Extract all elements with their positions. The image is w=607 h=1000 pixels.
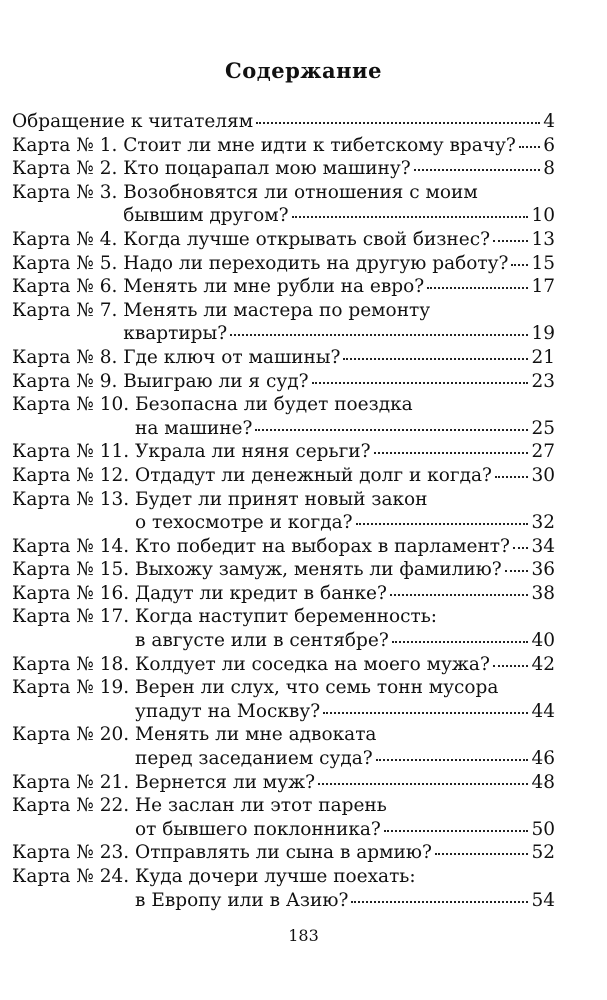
toc-entry[interactable] [12, 181, 555, 228]
toc-title-line [135, 464, 555, 488]
toc-entry-title [135, 676, 555, 723]
toc-entry-title [135, 488, 555, 535]
toc-card-label: Карта № 15. [12, 559, 136, 581]
toc-card-label: Карта № 1. [12, 134, 124, 156]
toc-page-number: 48 [531, 771, 555, 793]
toc-card-label: Карта № 13. [12, 488, 136, 510]
toc-entry-title [135, 794, 555, 841]
toc-entry[interactable] [12, 440, 555, 464]
toc-page-number: 27 [531, 441, 555, 463]
toc-title-text: в августе или в сентябре? [135, 630, 389, 652]
toc-title-text: Менять ли мне рубли на евро? [123, 276, 425, 298]
toc-entry-title [135, 841, 555, 865]
toc-page-number: 25 [531, 417, 555, 439]
dot-leader [493, 665, 529, 667]
toc-title-text: Кто поцарапал мою машину? [123, 158, 411, 180]
toc-title-line [123, 228, 555, 252]
toc-title-text: Когда наступит беременность: [135, 606, 438, 628]
dot-leader [255, 429, 528, 431]
toc-title-line [135, 818, 555, 842]
toc-title-line [135, 723, 555, 747]
toc-page-number: 4 [543, 111, 555, 132]
toc-entry[interactable] [12, 841, 555, 865]
dot-leader [390, 594, 529, 596]
toc-title-line [123, 299, 555, 323]
toc-title-line [123, 322, 555, 346]
toc-page-number: 38 [531, 582, 555, 604]
toc-entry[interactable] [12, 723, 555, 770]
toc-title-text: бывшим другом? [123, 205, 289, 227]
toc-card-label: Карта № 6. [12, 276, 124, 298]
dot-leader [427, 287, 528, 289]
toc-entry[interactable] [12, 488, 555, 535]
toc-title-text: Стоит ли мне идти к тибетскому врачу? [123, 134, 516, 156]
toc-title-line [123, 134, 555, 158]
dot-leader [343, 358, 528, 360]
dot-leader [414, 169, 541, 171]
toc-entry[interactable] [12, 582, 555, 606]
toc-page-number: 15 [531, 252, 555, 274]
toc-entry-title [135, 393, 555, 440]
toc-entry[interactable] [12, 228, 555, 252]
dot-leader [493, 240, 528, 242]
toc-entry-title [123, 134, 555, 158]
toc-title-line [123, 181, 555, 205]
toc-entry-title [135, 653, 555, 677]
toc-title-text: Колдует ли соседка на моего мужа? [135, 653, 490, 675]
toc-entry[interactable] [12, 558, 555, 582]
toc-card-label: Карта № 16. [12, 582, 136, 604]
page-number: 183 [288, 926, 319, 945]
toc-title-text: Будет ли принят новый закон [135, 488, 428, 510]
toc-card-label: Карта № 8. [12, 346, 124, 368]
toc-page-number: 50 [531, 818, 555, 840]
toc-entry[interactable] [12, 535, 555, 559]
toc-entry-title [123, 299, 555, 346]
toc-page-number: 54 [531, 889, 555, 911]
toc-entry-title [135, 440, 555, 464]
toc-title-line [135, 841, 555, 865]
dot-leader [376, 759, 529, 761]
toc-entry-title [135, 771, 555, 795]
toc-title-text: Возобновятся ли отношения с моим [123, 181, 478, 203]
toc-title-line [135, 700, 555, 724]
dot-leader [318, 783, 528, 785]
toc-page-number: 42 [531, 653, 555, 675]
toc-title-line [135, 535, 555, 559]
toc-entry[interactable] [12, 605, 555, 652]
toc-page-number: 40 [531, 630, 555, 652]
toc-title-text: Выиграю ли я суд? [123, 370, 309, 392]
toc-title-text: Дадут ли кредит в банке? [135, 582, 387, 604]
toc-entry[interactable] [12, 346, 555, 370]
toc-card-label: Карта № 12. [12, 464, 136, 486]
toc-title-text: перед заседанием суда? [135, 748, 373, 770]
toc-page-number: 34 [531, 535, 555, 557]
toc-title-text: от бывшего поклонника? [135, 818, 381, 840]
toc-title-text: Отдадут ли денежный долг и когда? [135, 464, 492, 486]
toc-entry-title [123, 181, 555, 228]
page-title: Содержание [225, 58, 382, 83]
toc-page-number: 44 [531, 700, 555, 722]
toc-title-line [135, 889, 555, 913]
toc-title-line [123, 204, 555, 228]
toc-entry[interactable] [12, 157, 555, 181]
toc-page-number: 23 [531, 370, 555, 392]
toc-title-text: упадут на Москву? [135, 700, 321, 722]
toc-card-label: Карта № 7. [12, 299, 124, 321]
toc-entry[interactable] [12, 370, 555, 394]
toc-title-line [135, 582, 555, 606]
dot-leader [435, 853, 529, 855]
toc-entry-title [123, 370, 555, 394]
toc-entry-title [123, 346, 555, 370]
toc-page-number: 17 [531, 276, 555, 298]
toc-page-number: 19 [531, 323, 555, 345]
dot-leader [256, 122, 540, 124]
toc-entry-title [135, 582, 555, 606]
toc-entry-title [135, 605, 555, 652]
toc-title-text: Вернется ли муж? [135, 771, 316, 793]
toc-entry-title [135, 865, 555, 912]
toc-entry[interactable] [12, 676, 555, 723]
toc-entry[interactable] [12, 110, 555, 134]
toc-title-line [135, 417, 555, 441]
toc-title-line [135, 865, 555, 889]
toc-title-text: квартиры? [123, 323, 228, 345]
toc-title-text: Где ключ от машины? [123, 346, 341, 368]
toc-card-label: Карта № 18. [12, 653, 136, 675]
toc-entry-title [135, 535, 555, 559]
toc-title-line [135, 629, 555, 653]
toc-page-number: 32 [531, 512, 555, 534]
toc-card-label: Карта № 2. [12, 158, 124, 180]
toc-card-label: Карта № 10. [12, 394, 136, 416]
toc-page-number: 10 [531, 205, 555, 227]
toc-entry[interactable] [12, 252, 555, 276]
toc-page-number: 13 [531, 228, 555, 250]
toc-entry[interactable] [12, 771, 555, 795]
toc-title-line [135, 393, 555, 417]
dot-leader [323, 712, 528, 714]
toc-title-line [123, 370, 555, 394]
toc-page-number: 30 [531, 464, 555, 486]
toc-title-text: Менять ли мне адвоката [135, 724, 377, 746]
toc-title-line [123, 252, 555, 276]
toc-title-text: Верен ли слух, что семь тонн мусора [135, 677, 499, 699]
toc-entry[interactable] [12, 134, 555, 158]
toc-entry-title [12, 110, 555, 134]
toc-entry-title [123, 228, 555, 252]
dot-leader [495, 476, 529, 478]
toc-page-number: 52 [531, 842, 555, 864]
toc-title-text: Кто победит на выборах в парламент? [135, 535, 510, 557]
dot-leader [374, 452, 529, 454]
toc-title-text: Надо ли переходить на другую работу? [123, 252, 509, 274]
toc-card-label: Карта № 4. [12, 228, 124, 250]
toc-card-label: Карта № 21. [12, 771, 136, 793]
toc-card-label: Карта № 22. [12, 795, 136, 817]
toc-entry[interactable] [12, 464, 555, 488]
toc-card-label: Карта № 3. [12, 181, 124, 203]
toc-card-label: Карта № 19. [12, 677, 136, 699]
toc-entry[interactable] [12, 275, 555, 299]
toc-title-line [135, 771, 555, 795]
dot-leader [511, 264, 528, 266]
toc-title-text: Когда лучше открывать свой бизнес? [123, 228, 490, 250]
toc-title-line [135, 558, 555, 582]
toc-page-number: 46 [531, 748, 555, 770]
toc-title-text: о техосмотре и когда? [135, 512, 353, 534]
dot-leader [230, 334, 528, 336]
toc-title-line [135, 653, 555, 677]
toc-card-label: Карта № 5. [12, 252, 124, 274]
dot-leader [312, 382, 529, 384]
dot-leader [505, 570, 529, 572]
toc-card-label: Карта № 14. [12, 535, 136, 557]
toc-title-text: Безопасна ли будет поездка [135, 394, 413, 416]
toc-title-line [135, 488, 555, 512]
toc-title-line [135, 794, 555, 818]
dot-leader [519, 146, 540, 148]
toc-page-number: 36 [531, 559, 555, 581]
dot-leader [392, 641, 529, 643]
toc-title-line [12, 110, 555, 134]
toc-entry[interactable] [12, 865, 555, 912]
toc-card-label: Карта № 20. [12, 724, 136, 746]
toc-card-label: Карта № 24. [12, 866, 136, 887]
toc-title-line [135, 511, 555, 535]
toc-card-label: Карта № 23. [12, 842, 136, 864]
dot-leader [513, 547, 529, 549]
toc-title-text: Украла ли няня серьги? [135, 441, 371, 463]
toc-entry-title [135, 723, 555, 770]
toc-title-text: на машине? [135, 417, 253, 439]
toc-title-text: Отправлять ли сына в армию? [135, 842, 432, 864]
toc-entry-title [123, 157, 555, 181]
toc-title-text: Не заслан ли этот парень [135, 795, 387, 817]
toc-entry[interactable] [12, 393, 555, 440]
toc-card-label: Карта № 17. [12, 606, 136, 628]
toc-title-text: Обращение к читателям [12, 111, 254, 132]
toc-title-text: Куда дочери лучше поехать: [135, 866, 416, 887]
toc-title-line [135, 440, 555, 464]
toc-title-text: Менять ли мастера по ремонту [123, 299, 431, 321]
toc-entry-title [123, 252, 555, 276]
dot-leader [292, 216, 529, 218]
toc-title-line [135, 676, 555, 700]
toc-entry[interactable] [12, 794, 555, 841]
toc-entry-title [135, 558, 555, 582]
toc-title-line [135, 747, 555, 771]
toc-title-line [123, 275, 555, 299]
dot-leader [356, 523, 529, 525]
toc-card-label: Карта № 9. [12, 370, 124, 392]
toc-title-line [135, 605, 555, 629]
toc-entry-title [123, 275, 555, 299]
toc-page-number: 21 [531, 346, 555, 368]
toc-page-number: 8 [543, 158, 555, 180]
toc-title-line [123, 157, 555, 181]
toc-title-text: в Европу или в Азию? [135, 889, 349, 911]
toc-entry-title [135, 464, 555, 488]
dot-leader [384, 830, 529, 832]
table-of-contents [12, 110, 555, 912]
toc-title-text: Выхожу замуж, менять ли фамилию? [135, 559, 502, 581]
dot-leader [351, 901, 528, 903]
toc-card-label: Карта № 11. [12, 441, 136, 463]
toc-page-number: 6 [543, 134, 555, 156]
toc-title-line [123, 346, 555, 370]
toc-entry[interactable] [12, 653, 555, 677]
toc-entry[interactable] [12, 299, 555, 346]
